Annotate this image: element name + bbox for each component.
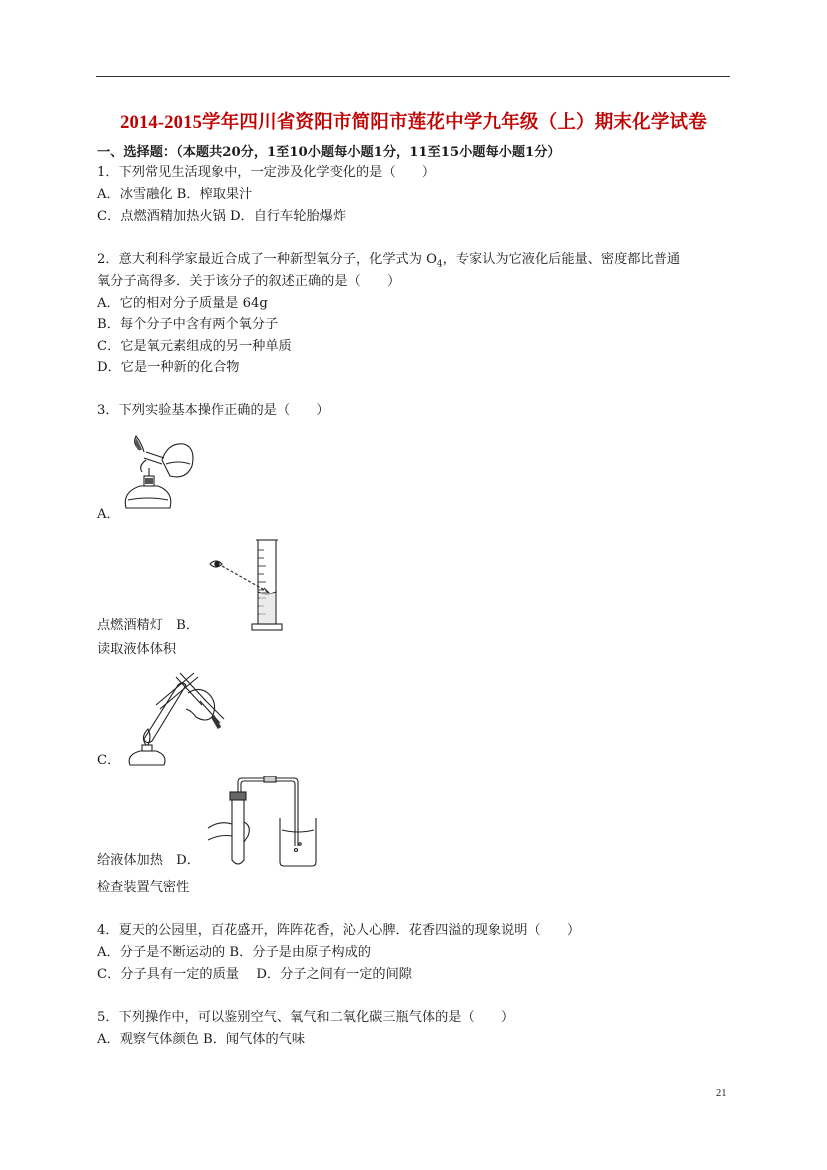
header-rule bbox=[96, 76, 730, 77]
q4-stem: 4．夏天的公园里，百花盛开，阵阵花香，沁人心脾．花香四溢的现象说明（ ） bbox=[97, 923, 581, 938]
page-title: 2014-2015学年四川省资阳市简阳市莲花中学九年级（上）期末化学试卷 bbox=[120, 113, 707, 133]
heating-liquid-test-tube-illustration bbox=[116, 665, 226, 769]
q5-options-ab: A．观察气体颜色 B．闻气体的气味 bbox=[97, 1032, 306, 1047]
q3-option-c-label: C． bbox=[97, 753, 121, 768]
q3-caption-b: 读取液体体积 bbox=[97, 642, 177, 657]
q2-stem-part2: ，专家认为它液化后能量、密度都比普通 bbox=[442, 252, 681, 267]
q4-options-cd: C．分子具有一定的质量 D．分子之间有一定的间隙 bbox=[97, 967, 412, 982]
q5-stem: 5．下列操作中，可以鉴别空气、氧气和二氧化碳三瓶气体的是（ ） bbox=[97, 1010, 515, 1025]
q3-caption-a-option-b: 点燃酒精灯 B． bbox=[97, 618, 200, 633]
q1-options-ab: A．冰雪融化 B．榨取果汁 bbox=[97, 187, 253, 202]
q2-stem-line2: 氧分子高得多．关于该分子的叙述正确的是（ ） bbox=[97, 274, 401, 289]
q2-option-a: A．它的相对分子质量是 64g bbox=[97, 296, 268, 311]
q3-caption-c-option-d: 给液体加热 D． bbox=[97, 853, 200, 868]
q2-option-c: C．它是氧元素组成的另一种单质 bbox=[97, 339, 292, 354]
q3-caption-d: 检查装置气密性 bbox=[97, 880, 190, 895]
graduated-cylinder-reading-illustration bbox=[208, 536, 290, 634]
q1-options-cd: C．点燃酒精加热火锅 D．自行车轮胎爆炸 bbox=[97, 209, 347, 224]
q1-stem: 1．下列常见生活现象中，一定涉及化学变化的是（ ） bbox=[97, 165, 436, 180]
airtightness-check-illustration bbox=[204, 776, 324, 872]
q2-subscript: 4 bbox=[436, 259, 443, 270]
q3-option-a-label: A． bbox=[97, 507, 120, 522]
page-number: 21 bbox=[716, 1088, 727, 1099]
section-heading: 一、选择题：（本题共20分，1至10小题每小题1分，11至15小题每小题1分） bbox=[97, 145, 561, 160]
q2-stem bbox=[97, 251, 680, 274]
q3-stem: 3．下列实验基本操作正确的是（ ） bbox=[97, 403, 330, 418]
q2-option-b: B．每个分子中含有两个氧分子 bbox=[97, 317, 279, 332]
q2-stem-part1: 2．意大利科学家最近合成了一种新型氧分子，化学式为 O bbox=[97, 252, 437, 267]
alcohol-lamp-lighting-illustration bbox=[116, 430, 200, 522]
q2-option-d: D．它是一种新的化合物 bbox=[97, 360, 240, 375]
q4-options-ab: A．分子是不断运动的 B．分子是由原子构成的 bbox=[97, 945, 371, 960]
